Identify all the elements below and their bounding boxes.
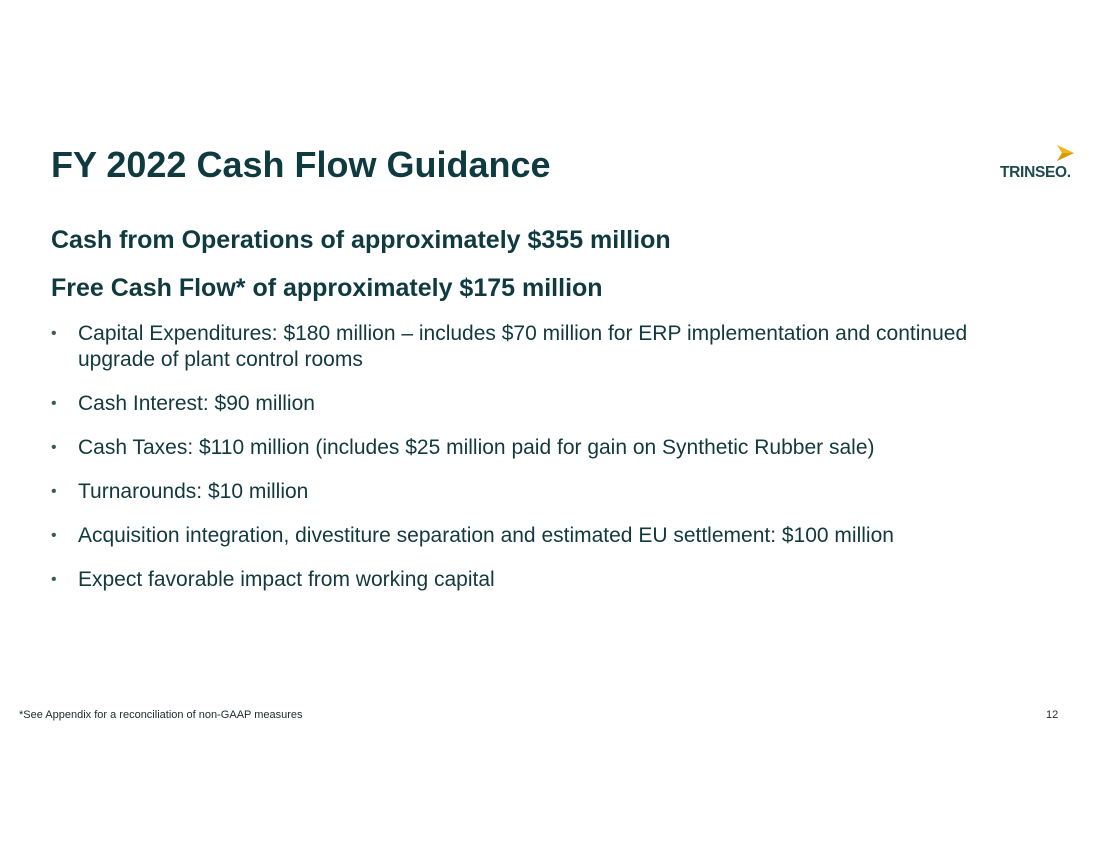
bullet-marker: •	[51, 395, 57, 412]
footnote: *See Appendix for a reconciliation of non-GAAP measures	[19, 709, 303, 721]
bullet-text: Turnarounds: $10 million	[78, 480, 309, 503]
bullet-text: Capital Expenditures: $180 million – includes $70 million for ERP implementation and continued upgrade of plant control rooms	[78, 322, 968, 371]
headline-free-cash-flow: Free Cash Flow* of approximately $175 million	[51, 274, 603, 302]
bullet-cash-taxes	[51, 435, 1011, 461]
bullet-capital-expenditures	[51, 321, 1011, 373]
bullet-marker: •	[51, 483, 57, 500]
bullet-acquisition-integration	[51, 523, 1011, 549]
bullet-turnarounds	[51, 479, 1011, 505]
bullet-marker: •	[51, 527, 57, 544]
chevron-arrow-icon	[1056, 145, 1074, 161]
bullet-text: Acquisition integration, divestiture separation and estimated EU settlement: $100 million	[78, 524, 894, 547]
slide-title: FY 2022 Cash Flow Guidance	[51, 144, 551, 185]
page-number: 12	[1046, 709, 1059, 721]
guidance-bullet-list	[51, 321, 1011, 611]
bullet-marker: •	[51, 325, 57, 342]
trinseo-logo	[1000, 145, 1080, 185]
bullet-text: Cash Taxes: $110 million (includes $25 million paid for gain on Synthetic Rubber sale)	[78, 436, 875, 459]
bullet-working-capital	[51, 567, 1011, 593]
headline-cash-from-operations: Cash from Operations of approximately $355 million	[51, 226, 671, 254]
logo-wordmark: TRINSEO.	[1000, 164, 1071, 181]
bullet-cash-interest	[51, 391, 1011, 417]
bullet-text: Cash Interest: $90 million	[78, 392, 315, 415]
bullet-marker: •	[51, 439, 57, 456]
bullet-marker: •	[51, 571, 57, 588]
bullet-text: Expect favorable impact from working capital	[78, 568, 495, 591]
